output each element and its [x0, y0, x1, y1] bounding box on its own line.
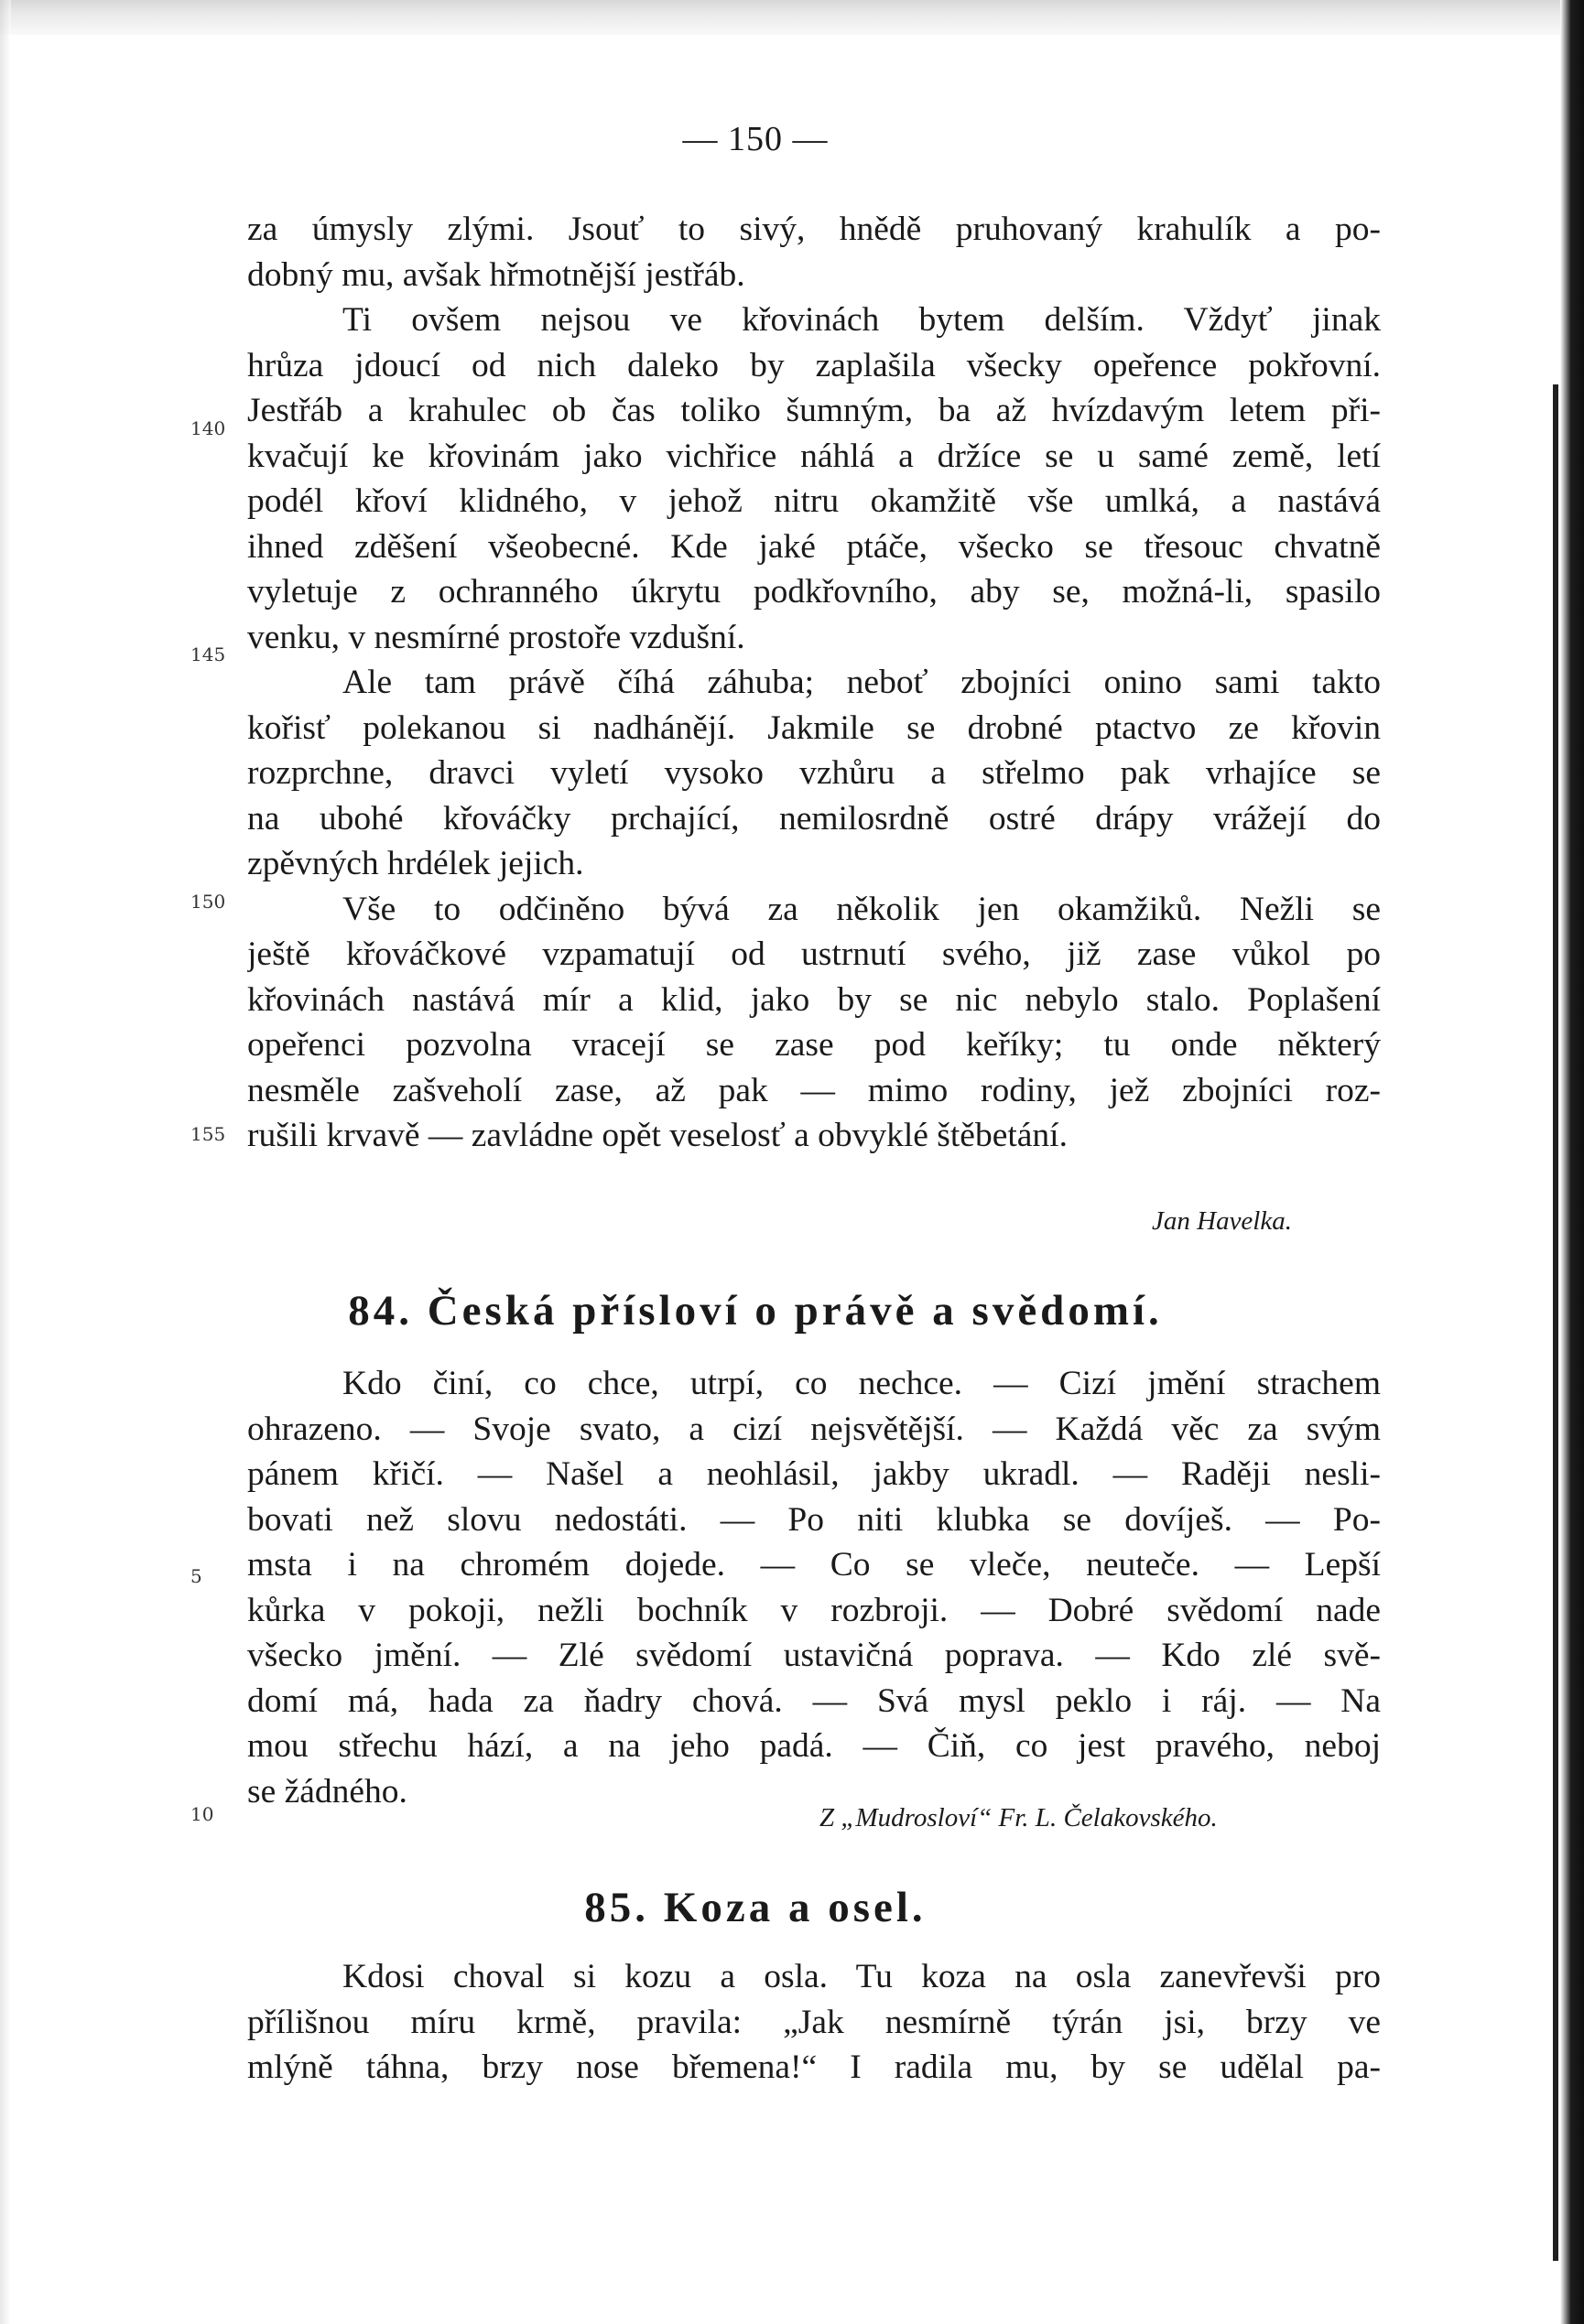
text-line: Ale tam právě číhá záhuba; neboť zbojníci onino sami takto [342, 664, 1381, 701]
line-number: 150 [190, 891, 226, 913]
line-number: 155 [190, 1123, 226, 1145]
text-line: zpěvných hrdélek jejich. [247, 845, 584, 882]
section3-text [247, 1954, 1381, 2091]
text-line: vyletuje z ochranného úkrytu podkřovního, aby se, možná-li, spasilo [247, 573, 1381, 611]
text-line: Ti ovšem nejsou ve křovinách bytem delším. Vždyť jinak [342, 301, 1381, 339]
text-line: ohrazeno. — Svoje svato, a cizí nejsvětější. — Každá věc za svým [247, 1410, 1381, 1448]
text-line: mlýně táhna, brzy nose břemena!“ I radila mu, by se udělal pa- [247, 2048, 1381, 2086]
text-line: domí má, hada za ňadry chová. — Svá mysl peklo i ráj. — Na [247, 1681, 1381, 1720]
text-line: ještě křováčkové vzpamatují od ustrnutí svého, již zase vůkol po [247, 935, 1381, 973]
scan-edge-line [1553, 384, 1558, 2261]
text-line: hrůza jdoucí od nich daleko by zaplašila všecky opeřence pokřovní. [247, 346, 1381, 384]
line-number: 5 [190, 1565, 202, 1587]
section1-text [247, 207, 1381, 1159]
text-line: mou střechu hází, a na jeho padá. — Čiň, co jest pravého, neboj [247, 1727, 1381, 1765]
section1-attribution: Jan Havelka. [1152, 1206, 1292, 1236]
text-line: kvačují ke křovinám jako vichřice náhlá a držíce se u samé země, letí [247, 437, 1381, 475]
text-line: venku, v nesmírné prostoře vzdušní. [247, 618, 745, 656]
scan-shadow-top [0, 0, 1584, 35]
text-line: přílišnou míru krmě, pravila: „Jak nesmírně týrán jsi, brzy ve [247, 2003, 1381, 2041]
text-line: Kdosi choval si kozu a osla. Tu koza na osla zanevřevši pro [342, 1958, 1381, 1995]
text-line: kůrka v pokoji, nežli bochník v rozbroji. — Dobré svědomí nade [247, 1591, 1381, 1629]
section2-attribution: Z „Mudrosloví“ Fr. L. Čelakovského. [819, 1803, 1218, 1832]
page-number: — 150 — [682, 120, 829, 158]
text-line: rušili krvavě — zavládne opět veselosť a obvyklé štěbetání. [247, 1117, 1068, 1154]
text-line: dobný mu, avšak hřmotnější jestřáb. [247, 255, 745, 294]
text-line: bovati než slovu nedostáti. — Po niti klubka se dovíješ. — Po- [247, 1500, 1381, 1539]
text-line: Vše to odčiněno bývá za několik jen okamžiků. Nežli se [342, 890, 1381, 928]
text-line: na ubohé křováčky prchající, nemilosrdně ostré drápy vrážejí do [247, 799, 1381, 838]
scan-shadow-right [1560, 0, 1584, 2324]
section2-text [247, 1361, 1381, 1814]
scan-shadow-left [0, 0, 11, 2324]
text-line: podél křoví klidného, v jehož nitru okamžitě vše umlká, a nastává [247, 482, 1381, 520]
section2-title: 84. Česká přísloví o právě a svědomí. [348, 1287, 1163, 1335]
text-line: pánem křičí. — Našel a neohlásil, jakby ukradl. — Raději nesli- [247, 1455, 1381, 1493]
text-line: msta i na chromém dojede. — Co se vleče, neuteče. — Lepší [247, 1546, 1381, 1584]
text-line: Kdo činí, co chce, utrpí, co nechce. — Cizí jmění strachem [342, 1365, 1381, 1402]
text-line: za úmysly zlými. Jsouť to sivý, hnědě pruhovaný krahulík a po- [247, 211, 1381, 248]
text-line: opeřenci pozvolna vracejí se zase pod keříky; tu onde některý [247, 1026, 1381, 1064]
line-number: 145 [190, 643, 226, 665]
text-line: Jestřáb a krahulec ob čas toliko šumným, ba až hvízdavým letem při- [247, 392, 1381, 429]
text-line: se žádného. [247, 1772, 407, 1811]
text-line: ihned zděšení všeobecné. Kde jaké ptáče, všecko se třesouc chvatně [247, 527, 1381, 566]
line-number: 10 [190, 1803, 214, 1825]
line-number: 140 [190, 417, 226, 439]
section3-title: 85. Koza a osel. [584, 1884, 927, 1931]
text-line: křovinách nastává mír a klid, jako by se nic nebylo stalo. Poplašení [247, 980, 1381, 1019]
text-line: kořisť polekanou si nadhánějí. Jakmile se drobné ptactvo ze křovin [247, 708, 1381, 747]
text-line: všecko jmění. — Zlé svědomí ustavičná poprava. — Kdo zlé svě- [247, 1637, 1381, 1674]
text-line: nesměle zašveholí zase, až pak — mimo rodiny, jež zbojníci roz- [247, 1071, 1381, 1109]
text-line: rozprchne, dravci vyletí vysoko vzhůru a střelmo pak vrhajíce se [247, 754, 1381, 792]
